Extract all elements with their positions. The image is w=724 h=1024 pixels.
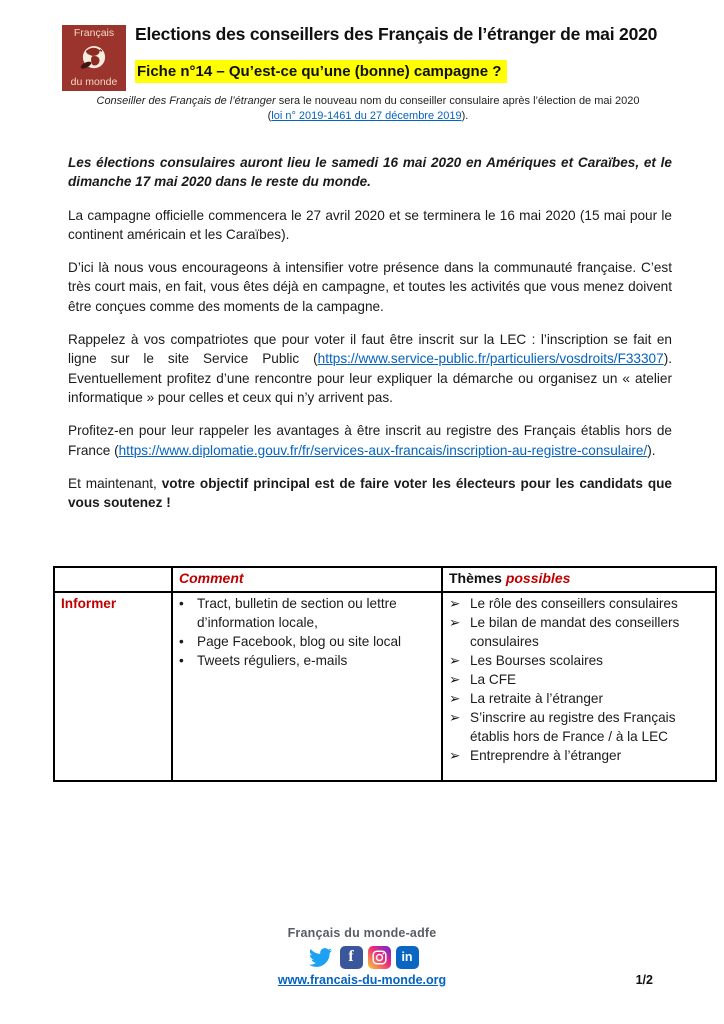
francais-du-monde-logo (62, 25, 126, 91)
p4-text-before: Rappelez à vos compatriotes que pour voter il faut être inscrit sur la LEC : l’inscription se fait en ligne sur le site Service Public ( (68, 332, 672, 367)
themes-cell (442, 592, 716, 781)
comment-item-text: Tract, bulletin de section ou lettre d’information locale, (197, 596, 397, 630)
notice-line (58, 94, 678, 124)
table-header-empty (54, 567, 172, 592)
logo-text-bottom: du monde (70, 76, 118, 88)
list-item (449, 746, 709, 765)
paragraph-campaign-dates: La campagne officielle commencera le 27 avril 2020 et se terminera le 16 mai 2020 (15 mai pour le continent américain et les Caraïbes). (68, 207, 672, 242)
website-link[interactable]: www.francais-du-monde.org (277, 973, 447, 987)
bullet-icon: • (179, 634, 184, 649)
p5-text-after: ). (647, 442, 656, 458)
body-text (68, 153, 672, 526)
facebook-icon[interactable] (340, 946, 363, 969)
campaign-table (53, 566, 717, 782)
p6-text-bold: votre objectif principal est de faire voter les électeurs pour les candidats que vous soutenez ! (68, 475, 672, 511)
page-title: Elections des conseillers des Français de l’étranger de mai 2020 (135, 24, 658, 44)
arrow-bullet-icon: ➢ (449, 748, 461, 763)
notice-paren-open: ( (267, 110, 272, 122)
paragraph-presence: D’ici là nous vous encourageons à intensifier votre présence dans la communauté française. C’est très court mais, en fait, vous êtes déjà en campagne, et toutes les activités que vous menez doivent être conçues comme des moments de la campagne. (68, 260, 672, 314)
facebook-f-glyph: f (348, 948, 354, 965)
p6-text-normal: Et maintenant, (68, 475, 162, 491)
arrow-bullet-icon: ➢ (449, 672, 461, 687)
camera-glyph (372, 950, 387, 965)
list-item (179, 651, 435, 670)
comment-item-text: Page Facebook, blog ou site local (197, 634, 402, 649)
page-number: 1/2 (635, 973, 653, 987)
row-label-informer: Informer (54, 592, 172, 781)
globe-icon (78, 42, 110, 74)
p4-text-after: ). Eventuellement profitez d’une rencontre pour leur expliquer la démarche ou organisez un « atelier informatique » pour celles et ceux qui n’y arrivent pas. (68, 351, 672, 405)
comment-item-text: Tweets réguliers, e-mails (197, 653, 348, 668)
theme-item-text: Le bilan de mandat des conseillers consulaires (470, 615, 680, 649)
paragraph-lec (68, 330, 672, 407)
linkedin-in-glyph: in (401, 950, 413, 964)
list-item (449, 594, 709, 613)
footer-org-name: Français du monde-adfe (287, 926, 437, 940)
social-icons (0, 944, 724, 970)
list-item (179, 632, 435, 651)
table-header-themes: Thèmes possibles (442, 567, 716, 592)
theme-item-text: S’inscrire au registre des Français établis hors de France / à la LEC (470, 710, 676, 744)
arrow-bullet-icon: ➢ (449, 596, 461, 611)
list-item (449, 708, 709, 746)
theme-item-text: Le rôle des conseillers consulaires (470, 596, 678, 611)
table-row (54, 592, 716, 781)
list-item (449, 651, 709, 670)
law-link[interactable]: loi n° 2019-1461 du 27 décembre 2019 (271, 110, 462, 122)
notice-italic-text: Conseiller des Français de l’étranger (96, 95, 276, 107)
linkedin-icon[interactable] (396, 946, 419, 969)
comment-cell (172, 592, 442, 781)
paragraph-objectif (68, 474, 672, 513)
arrow-bullet-icon: ➢ (449, 710, 461, 725)
list-item (179, 594, 435, 632)
list-item (449, 670, 709, 689)
logo-text-top: Français (73, 27, 115, 39)
notice-paren-close: ). (461, 110, 469, 122)
diplomatie-link[interactable]: https://www.diplomatie.gouv.fr/fr/services-aux-francais/inscription-au-registre-consulaire/ (118, 442, 648, 458)
theme-item-text: La CFE (470, 672, 517, 687)
arrow-bullet-icon: ➢ (449, 615, 461, 630)
table-header-comment: Comment (172, 567, 442, 592)
arrow-bullet-icon: ➢ (449, 653, 461, 668)
footer (0, 926, 724, 989)
bullet-icon: • (179, 596, 184, 611)
list-item (449, 689, 709, 708)
service-public-link[interactable]: https://www.service-public.fr/particuliers/vosdroits/F33307 (317, 351, 664, 367)
paragraph-registre (68, 421, 672, 460)
instagram-icon[interactable] (368, 946, 391, 969)
twitter-icon[interactable] (306, 946, 335, 969)
notice-text: sera le nouveau nom du conseiller consulaire après l’élection de mai 2020 (275, 95, 640, 107)
table-header-row (54, 567, 716, 592)
p5-text-before: Profitez-en pour leur rappeler les avantages à être inscrit au registre des Français établis hors de France ( (68, 423, 672, 458)
theme-item-text: Les Bourses scolaires (470, 653, 603, 668)
page-subtitle: Fiche n°14 – Qu’est-ce qu’une (bonne) campagne ? (135, 60, 507, 83)
list-item (449, 613, 709, 651)
paragraph-election-dates: Les élections consulaires auront lieu le samedi 16 mai 2020 en Amériques et Caraïbes, et le dimanche 17 mai 2020 dans le reste du monde. (68, 155, 672, 190)
theme-item-text: Entreprendre à l’étranger (470, 748, 622, 763)
bullet-icon: • (179, 653, 184, 668)
arrow-bullet-icon: ➢ (449, 691, 461, 706)
theme-item-text: La retraite à l’étranger (470, 691, 603, 706)
